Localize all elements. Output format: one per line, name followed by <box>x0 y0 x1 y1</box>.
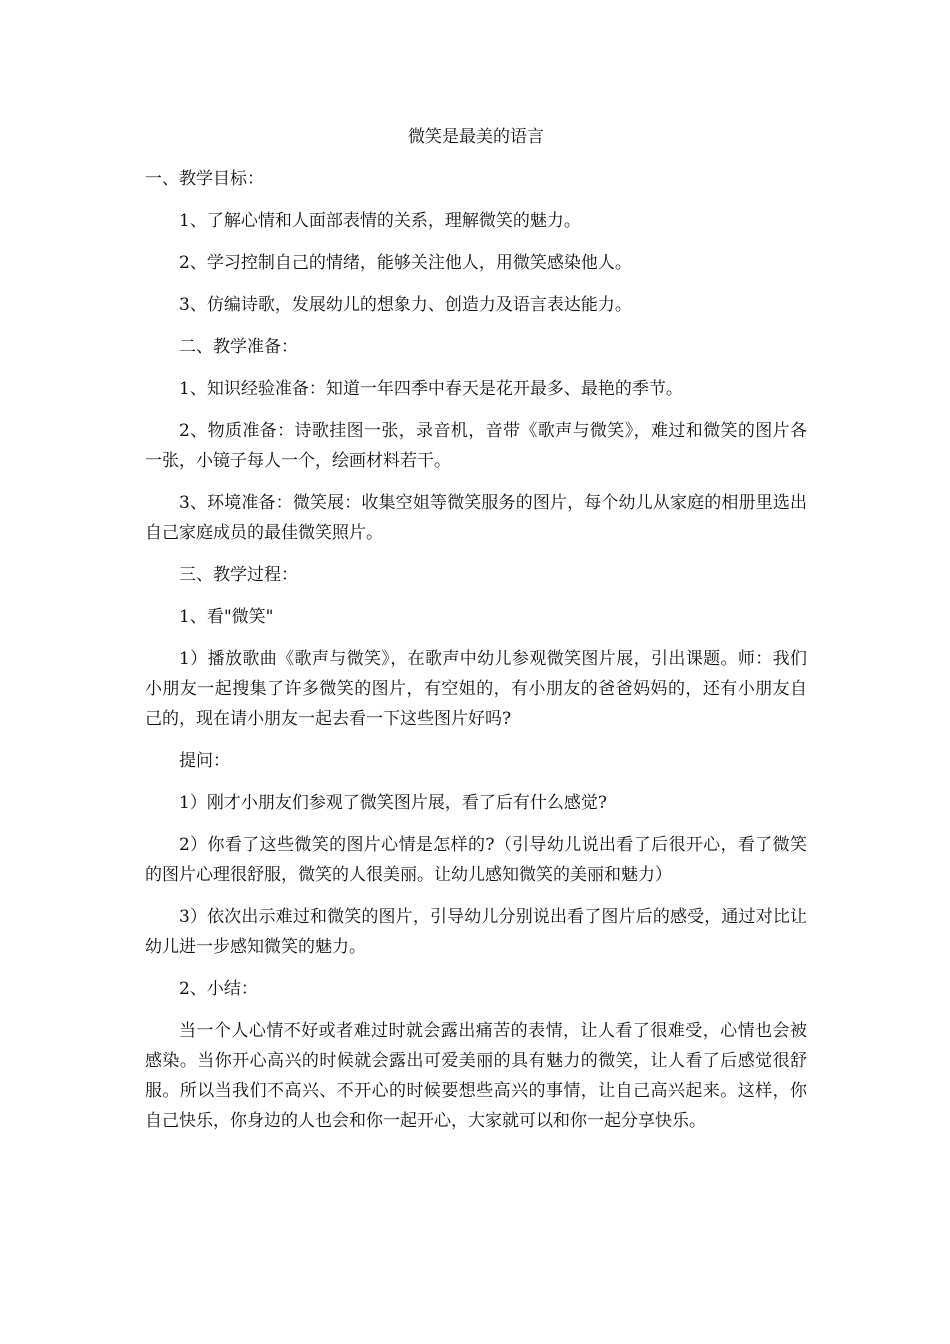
section-heading-preparation: 二、教学准备： <box>179 337 298 357</box>
question-heading: 提问： <box>179 751 230 771</box>
summary-heading: 2、小结： <box>179 979 258 999</box>
document-title: 微笑是最美的语言 <box>408 127 544 147</box>
process-step-1-detail: 1）播放歌曲《歌声与微笑》，在歌声中幼儿参观微笑图片展，引出课题。师：我们小朋友一起搜集了许多微笑的图片，有空姐的，有小朋友的爸爸妈妈的，还有小朋友自己的，现在请小朋友一起去看一下这些图片好吗? <box>145 649 807 729</box>
goal-item-3: 3、仿编诗歌，发展幼儿的想象力、创造力及语言表达能力。 <box>179 295 632 315</box>
summary-paragraph: 当一个人心情不好或者难过时就会露出痛苦的表情，让人看了很难受，心情也会被感染。当你开心高兴的时候就会露出可爱美丽的具有魅力的微笑，让人看了后感觉很舒服。所以当我们不高兴、不开心的时候要想些高兴的事情，让自己高兴起来。这样，你自己快乐，你身边的人也会和你一起开心，大家就可以和你一起分享快乐。 <box>145 1021 807 1131</box>
question-item-3: 3）依次出示难过和微笑的图片，引导幼儿分别说出看了图片后的感受，通过对比让幼儿进一步感知微笑的魅力。 <box>145 907 807 957</box>
preparation-item-2: 2、物质准备：诗歌挂图一张，录音机，音带《歌声与微笑》，难过和微笑的图片各一张，小镜子每人一个，绘画材料若干。 <box>145 421 807 471</box>
preparation-item-1: 1、知识经验准备：知道一年四季中春天是花开最多、最艳的季节。 <box>179 379 683 399</box>
section-heading-process: 三、教学过程： <box>179 565 298 585</box>
preparation-item-3: 3、环境准备：微笑展：收集空姐等微笑服务的图片，每个幼儿从家庭的相册里选出自己家庭成员的最佳微笑照片。 <box>145 493 807 543</box>
process-step-1: 1、看"微笑" <box>179 607 274 627</box>
goal-item-2: 2、学习控制自己的情绪，能够关注他人，用微笑感染他人。 <box>179 253 632 273</box>
document-page <box>145 122 807 1148</box>
question-item-1: 1）刚才小朋友们参观了微笑图片展，看了后有什么感觉? <box>179 793 607 813</box>
question-item-2: 2）你看了这些微笑的图片心情是怎样的?（引导幼儿说出看了后很开心，看了微笑的图片心理很舒服，微笑的人很美丽。让幼儿感知微笑的美丽和魅力） <box>145 835 807 885</box>
goal-item-1: 1、了解心情和人面部表情的关系，理解微笑的魅力。 <box>179 211 581 231</box>
section-heading-goals: 一、教学目标： <box>145 169 264 189</box>
